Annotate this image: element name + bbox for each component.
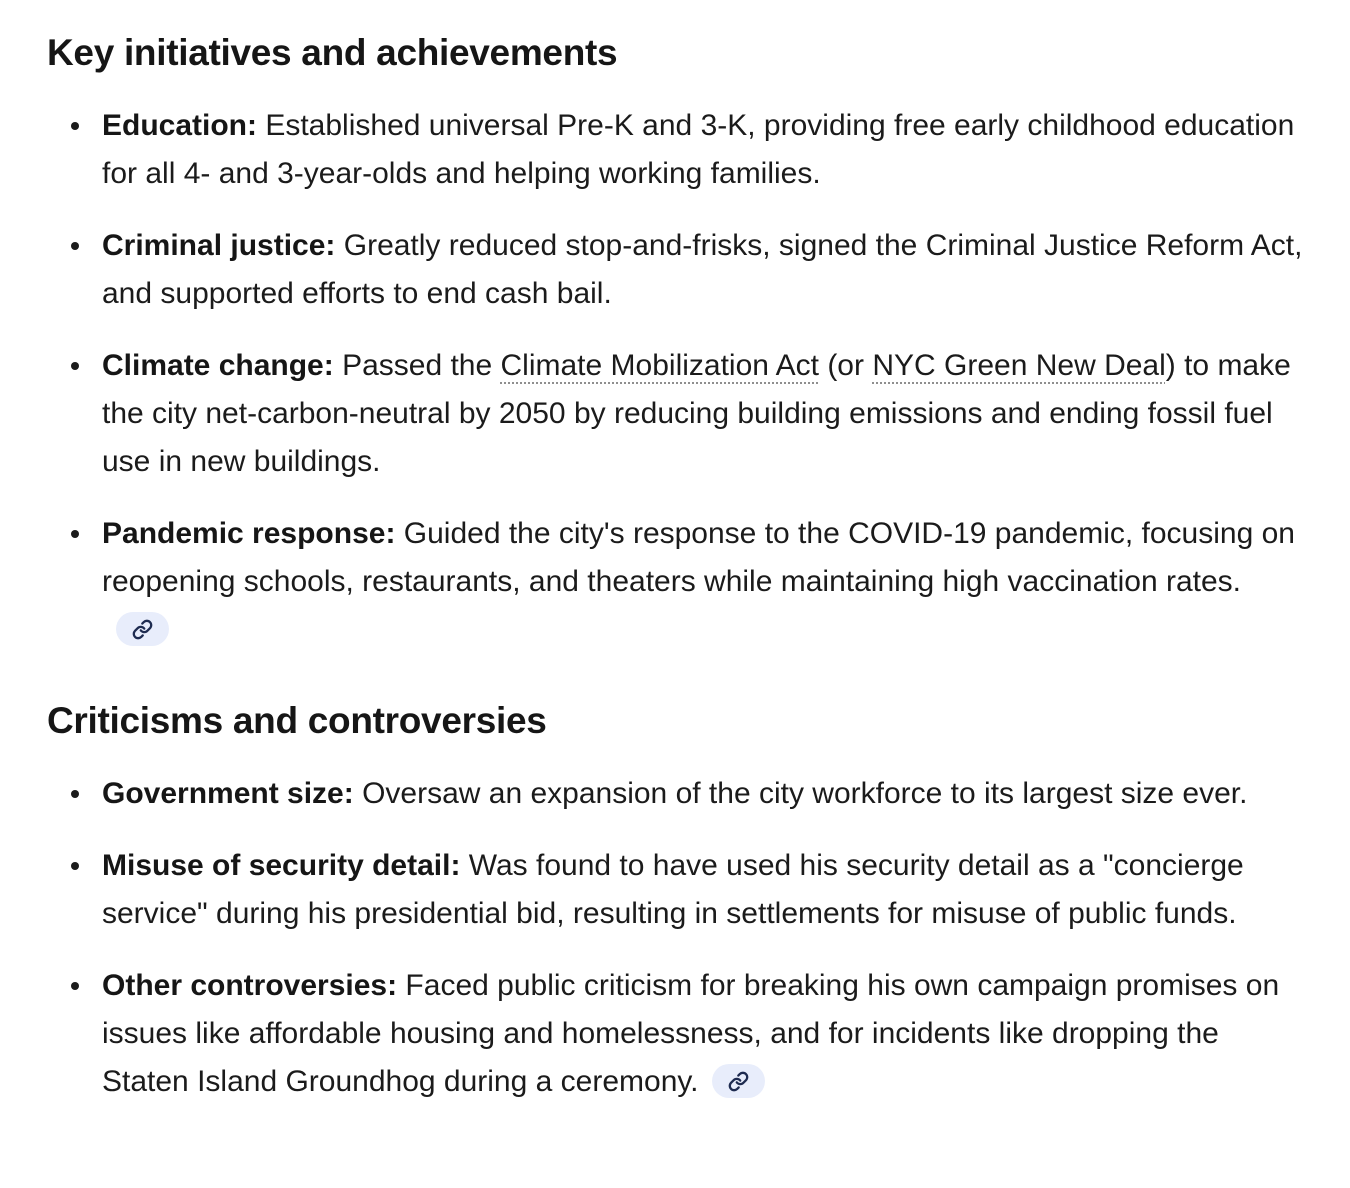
list-item (102, 342, 1306, 486)
list-item (102, 962, 1306, 1106)
bullet-label: Education: (102, 109, 257, 142)
bullet-label: Pandemic response: (102, 517, 396, 550)
bullet-label: Climate change: (102, 349, 334, 382)
bullet-text: Greatly reduced stop-and-frisks, signed the Criminal Justice Reform Act, and supported efforts to end cash bail. (102, 229, 1303, 310)
inline-reference-link[interactable]: Climate Mobilization Act (500, 349, 819, 382)
bullet-text: Established universal Pre-K and 3-K, providing free early childhood education for all 4- and 3-year-olds and helping working families. (102, 109, 1295, 190)
bullet-label: Government size: (102, 777, 354, 810)
rich-text-content (47, 30, 1306, 1106)
bullet-text: ) to make the city net-carbon-neutral by 2050 by reducing building emissions and ending fossil fuel use in new buildings. (102, 349, 1291, 478)
bullet-label: Other controversies: (102, 969, 398, 1002)
link-icon (728, 1071, 749, 1092)
bullet-text: Oversaw an expansion of the city workforce to its largest size ever. (353, 777, 1248, 810)
citation-chip[interactable] (712, 1064, 765, 1098)
inline-reference-link[interactable]: NYC Green New Deal (872, 349, 1166, 382)
content-section (47, 698, 1306, 1106)
bullet-text: Passed the (333, 349, 501, 382)
bullet-text: Was found to have used his security detail as a "concierge service" during his presidential bid, resulting in settlements for misuse of public funds. (102, 849, 1244, 930)
bullet-label: Criminal justice: (102, 229, 336, 262)
list-item (102, 842, 1306, 938)
list-item (102, 510, 1306, 654)
bullet-text: Guided the city's response to the COVID-19 pandemic, focusing on reopening schools, restaurants, and theaters while maintaining high vaccination rates. (102, 517, 1295, 598)
content-section (47, 30, 1306, 654)
list-item (102, 102, 1306, 198)
section-heading: Criticisms and controversies (47, 700, 547, 741)
bullet-list (47, 770, 1306, 1106)
bullet-text: (or (818, 349, 873, 382)
link-icon (132, 619, 153, 640)
citation-chip[interactable] (116, 612, 169, 646)
section-heading: Key initiatives and achievements (47, 32, 618, 73)
bullet-text: Faced public criticism for breaking his own campaign promises on issues like affordable housing and homelessness, and for incidents like dropping the Staten Island Groundhog during a ceremony. (102, 969, 1280, 1098)
list-item (102, 770, 1306, 818)
bullet-label: Misuse of security detail: (102, 849, 461, 882)
bullet-list (47, 102, 1306, 654)
list-item (102, 222, 1306, 318)
